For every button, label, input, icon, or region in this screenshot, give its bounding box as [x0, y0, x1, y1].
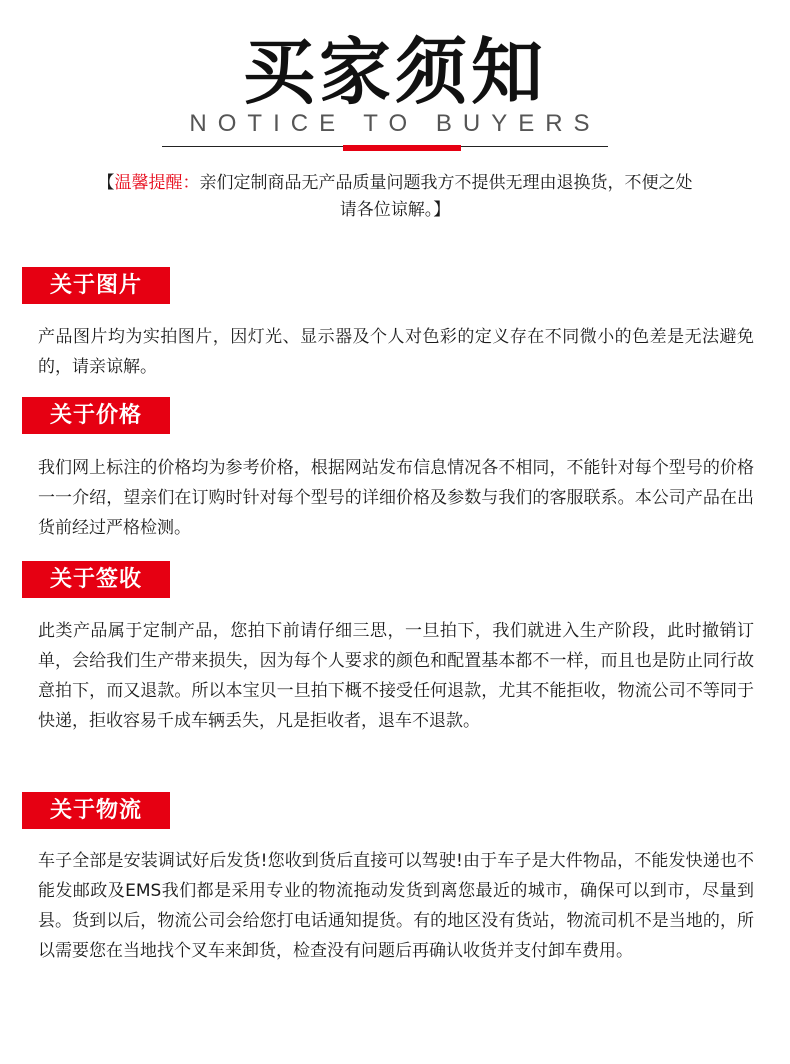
notice-close-bracket: 】: [433, 200, 451, 220]
section-title-logistics: 关于物流: [22, 792, 170, 829]
notice-open-bracket: 【: [97, 173, 115, 193]
section-body-receipt: 此类产品属于定制产品，您拍下前请仔细三思，一旦拍下，我们就进入生产阶段，此时撤销订单，会给我们生产带来损失，因为每个人要求的颜色和配置基本都不一样，而且也是防止同行故意拍下，而又退款。所以本宝贝一旦拍下概不接受任何退款，尤其不能拒收，物流公司不等同于快递，拒收容易千成车辆丢失，凡是拒收者，退车不退款。: [38, 621, 754, 731]
section-body-logistics: 车子全部是安装调试好后发货!您收到货后直接可以驾驶!由于车子是大件物品，不能发快递也不能发邮政及EMS我们都是采用专业的物流拖动发货到离您最近的城市，确保可以到市，尽量到县。货到以后，物流公司会给您打电话通知提货。有的地区没有货站，物流司机不是当地的，所以需要您在当地找个叉车来卸货，检查没有问题后再确认收货并支付卸车费用。: [38, 851, 754, 961]
notice-text: [90, 170, 700, 224]
section-body-price: 我们网上标注的价格均为参考价格，根据网站发布信息情况各不相同，不能针对每个型号的价格一一介绍，望亲们在订购时针对每个型号的详细价格及参数与我们的客服联系。本公司产品在出货前经过严格检测。: [38, 458, 754, 538]
notice-body: 亲们定制商品无产品质量问题我方不提供无理由退换货，不便之处请各位谅解。: [199, 173, 693, 220]
section-body-images: 产品图片均为实拍图片，因灯光、显示器及个人对色彩的定义存在不同微小的色差是无法避免的，请亲谅解。: [38, 327, 754, 377]
section-title-images: 关于图片: [22, 267, 170, 304]
page-subtitle: NOTICE TO BUYERS: [189, 110, 601, 137]
section-title-receipt: 关于签收: [22, 561, 170, 598]
section-title-price: 关于价格: [22, 397, 170, 434]
page-header: [0, 0, 790, 230]
page-title: 买家须知: [242, 30, 547, 114]
title-divider-accent: [343, 145, 461, 151]
notice-label: 温馨提醒：: [114, 173, 200, 193]
